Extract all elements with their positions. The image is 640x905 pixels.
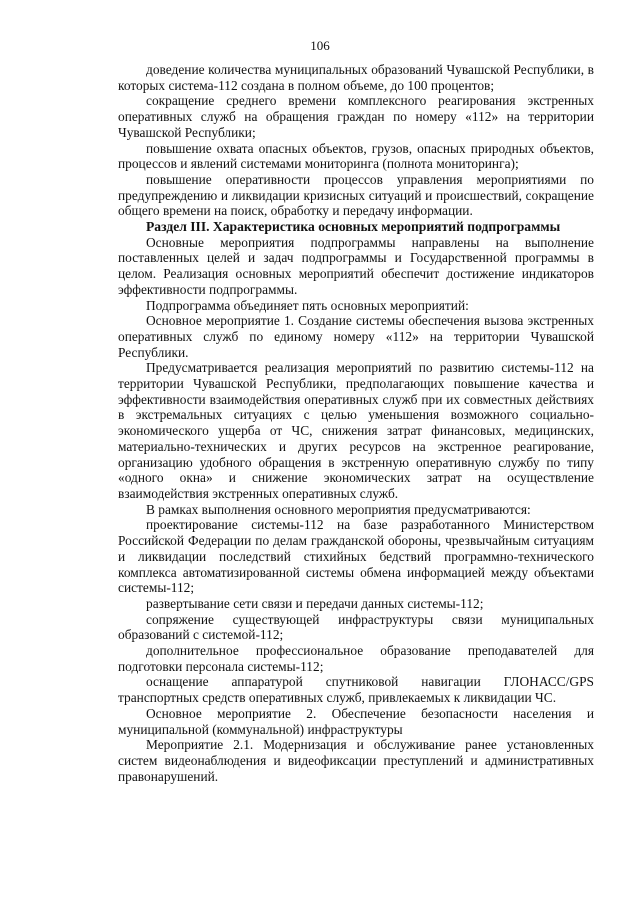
intro-paragraph: повышение оперативности процессов управления мероприятиями по предупреждению и ликвидации кризисных ситуаций и происшествий, сокращение общего времени на поиск, обработку и передачу информации. bbox=[118, 171, 594, 219]
intro-paragraph: повышение охвата опасных объектов, грузов, опасных природных объектов, процессов и явлений системами мониторинга (полнота мониторинга); bbox=[118, 140, 594, 172]
page-number: 106 bbox=[310, 38, 330, 53]
body-paragraph: оснащение аппаратурой спутниковой навигации ГЛОНАСС/GPS транспортных средств оперативных служб, привлекаемых к ликвидации ЧС. bbox=[118, 674, 594, 706]
intro-paragraph: сокращение среднего времени комплексного реагирования экстренных оперативных служб на обращения граждан по номеру «112» на территории Чувашской Республики; bbox=[118, 93, 594, 140]
body-paragraph: В рамках выполнения основного мероприятия предусматриваются: bbox=[146, 501, 531, 517]
body-paragraph: Основное мероприятие 2. Обеспечение безопасности населения и муниципальной (коммунальной) инфраструктуры bbox=[118, 705, 594, 737]
body-paragraph: дополнительное профессиональное образование преподавателей для подготовки персонала системы-112; bbox=[118, 643, 594, 674]
body-paragraph: проектирование системы-112 на базе разработанного Министерством Российской Федерации по делам гражданской обороны, чрезвычайным ситуациям и ликвидации последствий стихийных бедствий программно-технического комплекса автоматизированной системы обмена информацией между объектами системы-112; bbox=[118, 517, 594, 596]
body-paragraph: сопряжение существующей инфраструктуры связи муниципальных образований с системой-112; bbox=[118, 611, 594, 643]
body-paragraph: развертывание сети связи и передачи данных системы-112; bbox=[146, 595, 484, 611]
intro-paragraph: доведение количества муниципальных образований Чувашской Республики, в которых система-112 создана в полном объеме, до 100 процентов; bbox=[118, 62, 594, 93]
body-paragraph: Основное мероприятие 1. Создание системы обеспечения вызова экстренных оперативных служб по единому номеру «112» на территории Чувашской Республики. bbox=[118, 313, 594, 360]
body-paragraph: Подпрограмма объединяет пять основных мероприятий: bbox=[146, 297, 469, 313]
body-paragraph: Мероприятие 2.1. Модернизация и обслуживание ранее установленных систем видеонаблюдения и видеофиксации преступлений и административных правонарушений. bbox=[118, 737, 594, 784]
page-content bbox=[118, 62, 594, 784]
body-paragraph: Основные мероприятия подпрограммы направлены на выполнение поставленных целей и задач подпрограммы и Государственной программы в целом. Реализация основных мероприятий обеспечит достижение индикаторов эффективности подпрограммы. bbox=[118, 234, 594, 297]
body-paragraph: Предусматривается реализация мероприятий по развитию системы-112 на территории Чувашской Республики, предполагающих повышение качества и эффективности взаимодействия оперативных служб при их совместных действиях в экстремальных ситуациях с целью уменьшения возможного социально-экономического ущерба от ЧС, снижения затрат финансовых, медицинских, материально-технических и других ресурсов на экстренное реагирование, организацию удобного обращения в экстренную оперативную службу по типу «одного окна» и снижение экономических затрат на осуществление взаимодействия экстренных оперативных служб. bbox=[118, 360, 594, 501]
section-heading: Раздел III. Характеристика основных мероприятий подпрограммы bbox=[146, 219, 561, 235]
